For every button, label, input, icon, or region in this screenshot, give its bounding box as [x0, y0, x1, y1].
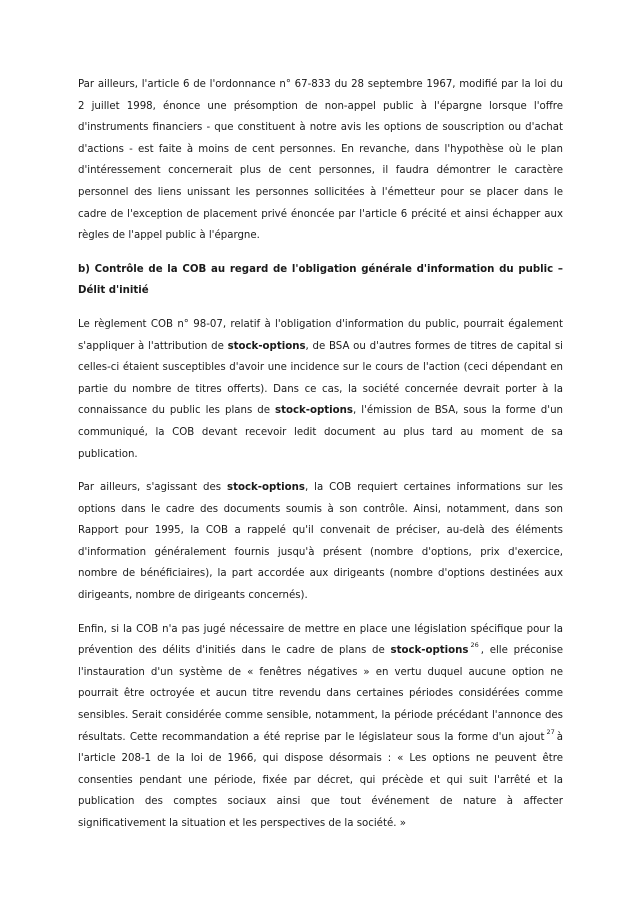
text-run: à l'article 208-1 de la loi de 1966, qui dispose désormais : « Les options ne peuvent être consenties pendant une période, fixée par décret, qui précède et qui suit l'arrêté et la publication des comptes sociaux ainsi que tout événement de nature à affecter significativement la situation et les perspectives de la société. » [78, 731, 563, 829]
section-heading-b: b) Contrôle de la COB au regard de l'obligation générale d'information du public – Délit d'initié [78, 263, 563, 297]
text-run: , l'émission de BSA, sous la forme d'un communiqué, la COB devant recevoir ledit document au plus tard au moment de sa publication. [78, 405, 563, 460]
text-run: Enfin, si la COB n'a pas jugé nécessaire de mettre en place une législation spécifique pour la prévention des délits d'initiés dans le cadre de plans de [78, 623, 563, 657]
text-run: , de BSA ou d'autres formes de titres de capital si celles-ci étaient susceptibles d'avoir une incidence sur le cours de l'action (ceci dépendant en partie du nombre de titres offerts). Dans ce cas, la société concernée devrait porter à la connaissance du public les plans de [78, 340, 564, 417]
keyword-stock-options: stock-options [390, 645, 469, 657]
paragraph-reglement-cob [78, 314, 563, 465]
paragraph-delits-inities [78, 619, 563, 835]
footnote-ref-27[interactable]: 27 [546, 727, 555, 736]
text-run: , la COB requiert certaines informations sur les options dans le cadre des documents soumis à son contrôle. Ainsi, notamment, dans son Rapport pour 1995, la COB a rappelé qu'il convenait de préciser, au-delà des éléments d'information généralement fournis jusqu'à présent (nombre d'options, prix d'exercice, nombre de bénéficiaires), la part accordée aux dirigeants (nombre d'options destinées aux dirigeants, nombre de dirigeants concernés). [78, 482, 563, 602]
paragraph-presomption: Par ailleurs, l'article 6 de l'ordonnance n° 67-833 du 28 septembre 1967, modifié par la loi du 2 juillet 1998, énonce une présomption de non-appel public à l'épargne lorsque l'offre d'instruments financiers - que constituent à notre avis les options de souscription ou d'achat d'actions - est faite à moins de cent personnes. En revanche, dans l'hypothèse où le plan d'intéressement concernerait plus de cent personnes, il faudra démontrer le caractère personnel des liens unissant les personnes sollicitées à l'émetteur pour se placer dans le cadre de l'exception de placement privé énoncée par l'article 6 précité et ainsi échapper aux règles de l'appel public à l'épargne. [78, 79, 563, 242]
keyword-stock-options: stock-options [227, 340, 306, 352]
text-run: Le règlement COB n° 98-07, relatif à l'obligation d'information du public, pourrait également s'appliquer à l'attribution de [78, 318, 563, 352]
keyword-stock-options: stock-options [227, 482, 305, 494]
keyword-stock-options: stock-options [275, 405, 353, 417]
text-run: Par ailleurs, s'agissant des [78, 482, 228, 494]
document-page [78, 74, 563, 847]
footnote-ref-26[interactable]: 26 [470, 641, 479, 650]
text-run: , elle préconise l'instauration d'un système de « fenêtres négatives » en vertu duquel aucune option ne pourrait être octroyée et aucun titre revendu dans certaines périodes considérées comme sensibles. Serait considérée comme sensible, notamment, la période précédant l'annonce des résultats. Cette recommandation a été reprise par le législateur sous la forme d'un ajout [78, 645, 564, 743]
paragraph-informations-cob [78, 477, 563, 607]
